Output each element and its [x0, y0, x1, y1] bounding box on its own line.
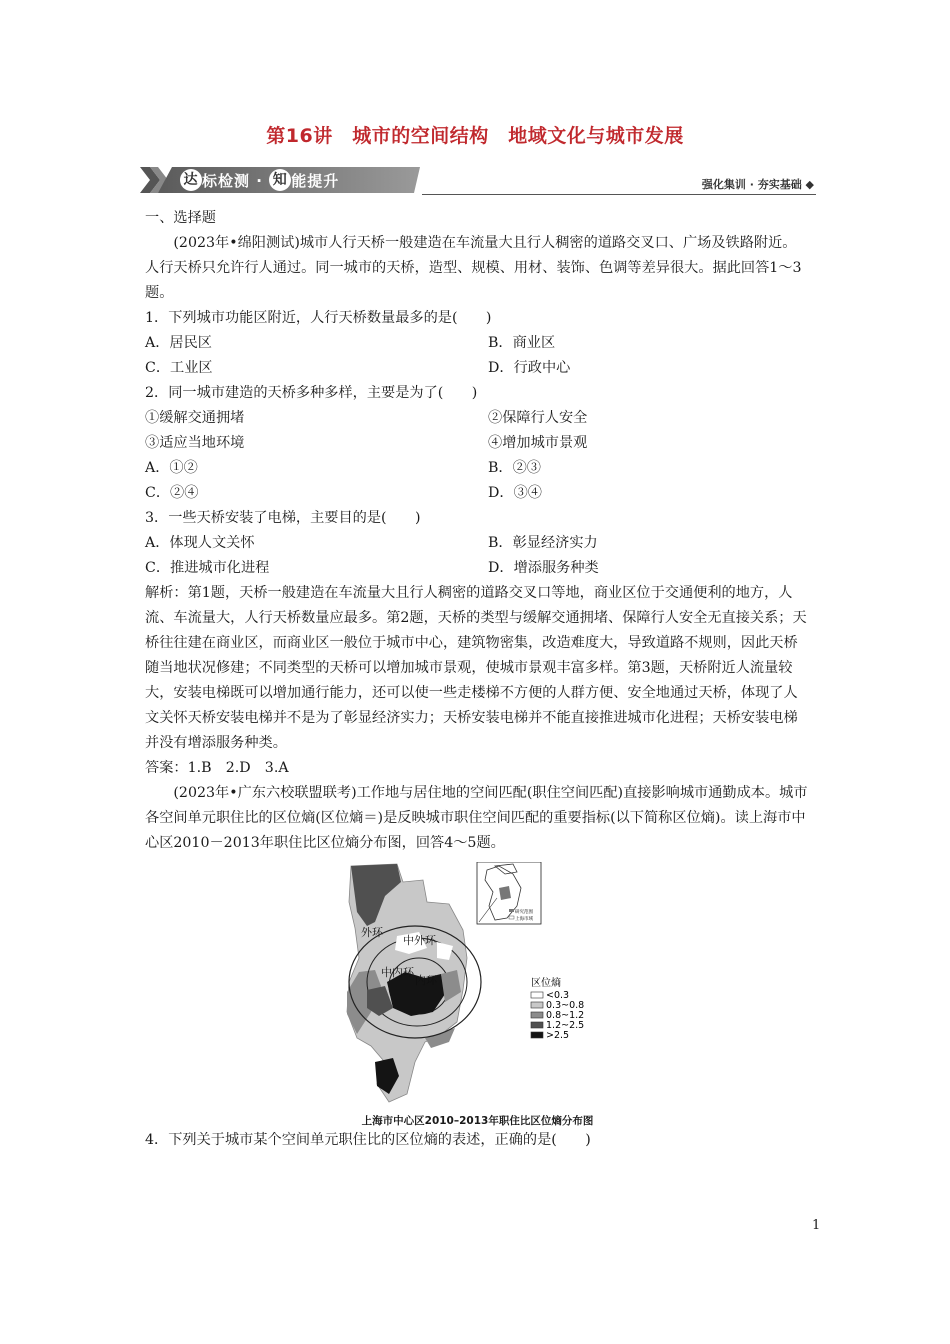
intro-paragraph-1: (2023年•绵阳测试)城市人行天桥一般建造在车流量大且行人稠密的道路交叉口、广场及铁路附近。人行天桥只允许行人通过。同一城市的天桥，造型、规模、用材、装饰、色调等差异很大。据此回答1～3题。	[145, 235, 802, 301]
question-4-stem: 4．下列关于城市某个空间单元职住比的区位熵的表述，正确的是( )	[145, 1132, 591, 1148]
legend-title: 区位熵	[531, 978, 561, 989]
legend-label: 0.8~1.2	[546, 1010, 585, 1021]
page-title: 第16讲 城市的空间结构 地域文化与城市发展	[266, 125, 684, 147]
answer-line: 答案：1.B 2.D 3.A	[145, 760, 289, 776]
option-d: D．增添服务种类	[488, 560, 599, 576]
inset-legend-study-area: 研究范围	[515, 910, 533, 915]
map-figure	[145, 858, 810, 1128]
banner-text	[180, 170, 339, 191]
banner-subtitle: 强化集训 · 夯实基础 ◆	[701, 178, 814, 191]
question-2-stem: 2．同一城市建造的天桥多种多样，主要是为了( )	[145, 385, 478, 401]
option-b: B．彰显经济实力	[488, 535, 598, 551]
question-2-options-row-1	[145, 456, 810, 481]
option-a: A．体现人文关怀	[145, 535, 255, 551]
legend-label: 0.3~0.8	[546, 1000, 585, 1011]
question-3-options-row-1	[145, 531, 810, 556]
legend-label: 1.2~2.5	[546, 1020, 585, 1031]
option-c: C．推进城市化进程	[145, 560, 270, 576]
section-banner	[140, 164, 816, 198]
statement-2: ②保障行人安全	[488, 410, 588, 426]
page-number: 1	[812, 1218, 821, 1233]
document-body	[145, 206, 810, 1153]
label-inner-ring: 内环	[415, 974, 437, 987]
inset-locator-map	[477, 862, 541, 924]
banner-char-2: 知	[269, 169, 291, 191]
banner-text-1: 标检测	[202, 172, 251, 190]
question-1-stem: 1．下列城市功能区附近，人行天桥数量最多的是( )	[145, 310, 492, 326]
analysis-paragraph: 解析：第1题，天桥一般建造在车流量大且行人稠密的道路交叉口等地，商业区位于交通便利的地方，人流、车流量大，人行天桥数量应最多。第2题，天桥的类型与缓解交通拥堵、保障行人安全无直接关系；天桥往往建在商业区，而商业区一般位于城市中心，建筑物密集，改造难度大，导致道路不规则，因此天桥随当地状况修建；不同类型的天桥可以增加城市景观，使城市景观丰富多样。第3题，天桥附近人流量较大，安装电梯既可以增加通行能力，还可以使一些走楼梯不方便的人群方便、安全地通过天桥，体现了人文关怀天桥安装电梯并不是为了彰显经济实力；天桥安装电梯并不能直接推进城市化进程；天桥安装电梯并没有增添服务种类。	[145, 585, 807, 751]
option-d: D．③④	[488, 485, 542, 501]
legend-swatch	[531, 1022, 543, 1028]
legend-label: >2.5	[546, 1030, 570, 1041]
shanghai-district-map	[345, 862, 615, 1107]
banner-char-1: 达	[180, 169, 202, 191]
question-1-options-row-1	[145, 331, 810, 356]
legend-swatch	[531, 1002, 543, 1008]
option-a: A．①②	[145, 460, 198, 476]
option-c: C．②④	[145, 485, 199, 501]
label-middle-inner-ring: 中内环	[381, 966, 414, 979]
statement-3: ③适应当地环境	[145, 435, 245, 451]
legend-swatch	[531, 992, 543, 998]
option-a: A．居民区	[145, 335, 212, 351]
question-2-statements-row-1	[145, 406, 810, 431]
label-outer-ring: 外环	[361, 926, 383, 939]
option-c: C．工业区	[145, 360, 213, 376]
question-2-options-row-2	[145, 481, 810, 506]
question-3-options-row-2	[145, 556, 810, 581]
statement-1: ①缓解交通拥堵	[145, 410, 245, 426]
option-d: D．行政中心	[488, 360, 571, 376]
option-b: B．②③	[488, 460, 541, 476]
inset-legend-city-area: 上海市域	[515, 917, 533, 922]
legend-label: <0.3	[546, 990, 570, 1001]
intro-paragraph-2: (2023年•广东六校联盟联考)工作地与居住地的空间匹配(职住空间匹配)直接影响城市通勤成本。城市各空间单元职住比的区位熵(区位熵＝)是反映城市职住空间匹配的重要指标(以下简称区位熵)。读上海市中心区2010－2013年职住比区位熵分布图，回答4～5题。	[145, 785, 808, 851]
section-heading: 一、选择题	[145, 210, 216, 226]
banner-divider	[422, 194, 816, 195]
label-middle-outer-ring: 中外环	[403, 934, 436, 947]
question-3-stem: 3．一些天桥安装了电梯，主要目的是( )	[145, 510, 421, 526]
banner-text-2: 能提升	[291, 172, 340, 190]
legend-swatch	[531, 1032, 543, 1038]
map-legend	[531, 976, 584, 1041]
option-b: B．商业区	[488, 335, 556, 351]
legend-swatch	[531, 1012, 543, 1018]
question-1-options-row-2	[145, 356, 810, 381]
question-2-statements-row-2	[145, 431, 810, 456]
statement-4: ④增加城市景观	[488, 435, 588, 451]
map-caption: 上海市中心区2010–2013年职住比区位熵分布图	[361, 1115, 594, 1127]
banner-dot: ·	[256, 172, 263, 190]
